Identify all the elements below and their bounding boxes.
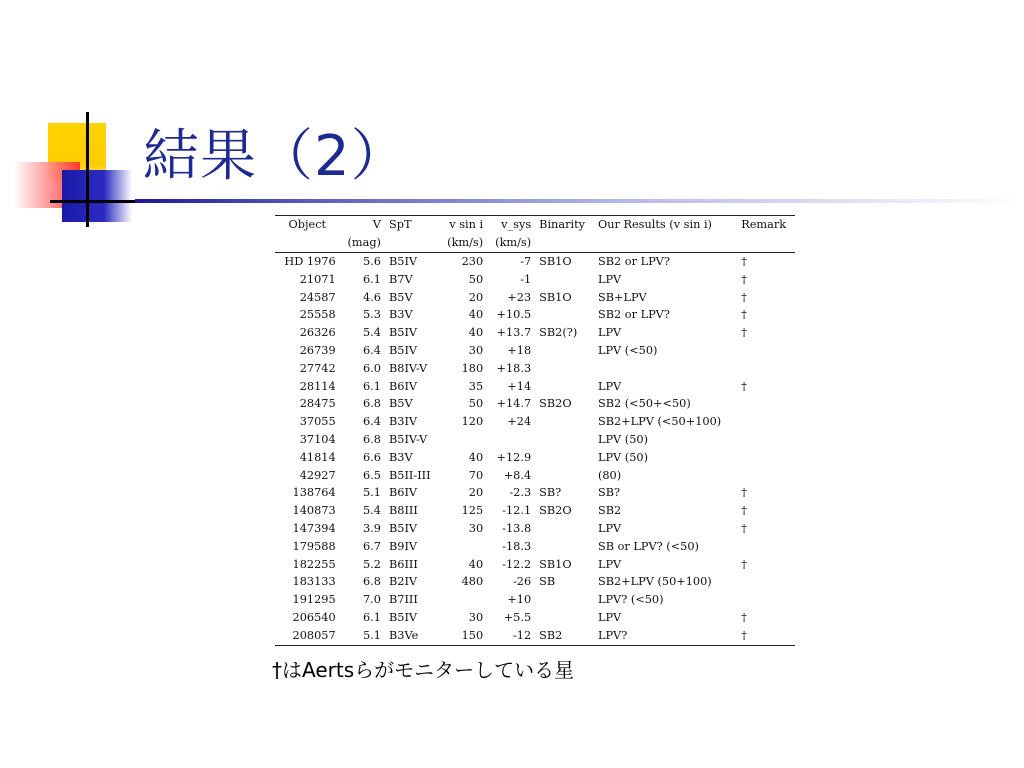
cell-our-results: LPV? (594, 627, 737, 645)
cell-vsys: -12 (487, 627, 535, 645)
header-remark: Remark (737, 216, 795, 235)
cell-vsys: +5.5 (503, 610, 532, 624)
cell-binarity: SB1O (539, 557, 572, 571)
table-row (275, 271, 795, 289)
table-row (275, 431, 795, 449)
header-object: Object (275, 216, 340, 235)
units-vsini: (km/s) (439, 234, 487, 253)
cell-v-mag: 6.4 (363, 343, 381, 357)
cell-vsys: +14 (507, 379, 532, 393)
cell-binarity (535, 378, 594, 396)
cell-our-results: SB2 (597, 504, 622, 518)
cell-remark: † (741, 610, 747, 624)
cell-v-mag: 3.9 (363, 521, 381, 535)
cell-vsys: +14.7 (496, 397, 532, 411)
cell-spectral-type: B8III (388, 504, 418, 518)
cell-spectral-type: B6IV (388, 486, 418, 500)
cell-vsys: -13.8 (502, 521, 532, 535)
cell-binarity (535, 467, 594, 485)
cell-our-results: SB2+LPV (<50+100) (597, 415, 722, 429)
cell-remark: † (741, 290, 747, 304)
cell-vsini: 30 (468, 521, 484, 535)
cell-object: 138764 (292, 486, 336, 500)
cell-binarity (535, 360, 594, 378)
cell-our-results: LPV (597, 557, 622, 571)
cell-our-results: LPV (597, 379, 622, 393)
cell-object: 28475 (299, 397, 336, 411)
cell-object: 21071 (299, 272, 336, 286)
cell-vsini: 150 (439, 627, 487, 645)
cell-remark: † (741, 557, 747, 571)
units-spt (385, 234, 439, 253)
table-row (275, 253, 795, 271)
cell-v-mag: 6.8 (363, 397, 381, 411)
cell-v-mag: 5.4 (363, 326, 381, 340)
cell-v-mag: 5.3 (363, 308, 381, 322)
cell-vsys: +10.5 (496, 308, 532, 322)
units-object (275, 234, 340, 253)
cell-spectral-type: B5IV (388, 343, 418, 357)
table-row (275, 289, 795, 307)
table-body (275, 253, 795, 646)
cell-binarity: SB1O (539, 255, 572, 268)
table-row (275, 342, 795, 360)
cell-remark: † (737, 627, 795, 645)
cell-remark: † (741, 272, 747, 286)
cell-v-mag: 6.4 (363, 415, 381, 429)
cell-our-results: LPV (50) (597, 432, 648, 446)
cell-object: 41814 (299, 450, 336, 464)
table-row (275, 556, 795, 574)
cell-v-mag: 6.0 (363, 361, 381, 375)
cell-remark (737, 360, 795, 378)
cell-binarity: SB1O (539, 290, 572, 304)
cell-object: 182255 (292, 557, 336, 571)
cell-vsys: -12.1 (502, 504, 532, 518)
units-our-results (594, 234, 737, 253)
cell-spectral-type: B6III (388, 557, 418, 571)
cell-object: 42927 (299, 468, 336, 482)
cell-remark (737, 538, 795, 556)
cell-remark (737, 573, 795, 591)
cell-remark: † (741, 379, 747, 393)
cell-vsini: 40 (468, 326, 484, 340)
cell-spectral-type: B5IV (388, 326, 418, 340)
cell-v-mag: 5.1 (340, 627, 385, 645)
cell-vsini (439, 538, 487, 556)
cell-vsys: -1 (520, 272, 532, 286)
cell-spectral-type: B5IV-V (388, 432, 428, 446)
cell-vsini: 50 (468, 397, 484, 411)
cell-object: 208057 (275, 627, 340, 645)
cell-remark (737, 413, 795, 431)
table-row (275, 627, 795, 645)
cell-spectral-type: B7III (388, 593, 418, 607)
units-binarity (535, 234, 594, 253)
cell-our-results: (80) (597, 468, 622, 482)
cell-v-mag: 5.4 (363, 504, 381, 518)
cell-object: 25558 (299, 308, 336, 322)
cell-remark (737, 431, 795, 449)
cell-remark (737, 342, 795, 360)
cell-binarity: SB2O (539, 504, 572, 518)
cell-v-mag: 7.0 (363, 593, 381, 607)
table-row (275, 306, 795, 324)
header-binarity: Binarity (535, 216, 594, 235)
cell-spectral-type: B5IV (388, 521, 418, 535)
cell-object: 28114 (299, 379, 336, 393)
cell-spectral-type: B9IV (388, 539, 418, 553)
cell-vsini: 120 (461, 415, 484, 429)
cell-spectral-type: B3IV (388, 415, 418, 429)
cell-our-results: LPV (597, 521, 622, 535)
cell-binarity: SB2(?) (539, 326, 578, 340)
cell-vsini: 125 (461, 504, 484, 518)
cell-binarity (535, 306, 594, 324)
cell-our-results: SB2 or LPV? (597, 255, 670, 268)
cell-vsys: +18 (507, 343, 532, 357)
cell-spectral-type: B3Ve (385, 627, 439, 645)
header-vsini: v sin i (439, 216, 487, 235)
cell-our-results: SB+LPV (597, 290, 647, 304)
decor-vertical-line (86, 112, 89, 227)
cell-binarity (535, 342, 594, 360)
cell-object: 27742 (299, 361, 336, 375)
cell-binarity: SB2 (535, 627, 594, 645)
cell-vsini: 50 (468, 272, 484, 286)
cell-vsini: 40 (468, 308, 484, 322)
cell-spectral-type: B2IV (388, 575, 418, 589)
cell-our-results: LPV (597, 326, 622, 340)
cell-our-results: LPV (50) (597, 450, 648, 464)
cell-binarity (535, 609, 594, 627)
slide-title: 結果（2） (143, 124, 408, 189)
table-row (275, 395, 795, 413)
cell-vsys: +23 (507, 290, 532, 304)
table-row (275, 591, 795, 609)
header-spt: SpT (385, 216, 439, 235)
cell-spectral-type: B7V (388, 272, 413, 286)
cell-spectral-type: B5V (388, 290, 413, 304)
cell-our-results: SB2 or LPV? (597, 308, 670, 322)
cell-v-mag: 6.1 (363, 379, 381, 393)
cell-binarity: SB (539, 575, 556, 589)
table-row (275, 449, 795, 467)
cell-vsys: -12.2 (502, 557, 532, 571)
cell-v-mag: 6.7 (363, 539, 381, 553)
cell-v-mag: 5.1 (363, 486, 381, 500)
cell-vsys: +8.4 (503, 468, 532, 482)
units-remark (737, 234, 795, 253)
cell-object: HD 1976 (284, 255, 336, 268)
header-our-results: Our Results (v sin i) (594, 216, 737, 235)
cell-object: 26739 (299, 343, 336, 357)
table-row (275, 538, 795, 556)
cell-our-results: SB or LPV? (<50) (597, 539, 699, 553)
table-row (275, 378, 795, 396)
table-row (275, 573, 795, 591)
cell-object: 26326 (299, 326, 336, 340)
cell-spectral-type: B5IV (388, 255, 418, 268)
cell-vsys: +10 (507, 593, 532, 607)
cell-v-mag: 6.1 (363, 610, 381, 624)
cell-spectral-type: B5IV (388, 610, 418, 624)
cell-remark: † (741, 308, 747, 322)
cell-spectral-type: B5II-III (388, 468, 431, 482)
cell-v-mag: 6.5 (363, 468, 381, 482)
cell-v-mag: 6.8 (363, 575, 381, 589)
cell-binarity (535, 449, 594, 467)
cell-our-results: LPV (597, 272, 622, 286)
units-v: (mag) (340, 234, 385, 253)
cell-remark: † (741, 486, 747, 500)
cell-vsini (439, 591, 487, 609)
cell-remark: † (741, 326, 747, 340)
cell-object: 191295 (292, 593, 336, 607)
cell-binarity (535, 538, 594, 556)
cell-our-results: SB2 (<50+<50) (597, 397, 691, 411)
cell-remark (737, 449, 795, 467)
cell-spectral-type: B3V (388, 450, 413, 464)
decor-horizontal-line (50, 200, 140, 203)
cell-remark (737, 591, 795, 609)
title-underline (135, 199, 1024, 203)
cell-v-mag: 5.2 (363, 557, 381, 571)
cell-remark: † (741, 255, 747, 268)
cell-object: 37104 (299, 432, 336, 446)
cell-object: 183133 (292, 575, 336, 589)
cell-our-results: SB2+LPV (50+100) (597, 575, 712, 589)
table-row (275, 360, 795, 378)
cell-object: 140873 (292, 504, 336, 518)
cell-v-mag: 4.6 (363, 290, 381, 304)
cell-vsini: 70 (468, 468, 484, 482)
cell-spectral-type: B5V (388, 397, 413, 411)
table-row (275, 467, 795, 485)
decor-blue-square (62, 170, 132, 222)
results-table (275, 215, 795, 646)
cell-v-mag: 5.6 (363, 255, 381, 268)
cell-vsys: -26 (512, 575, 532, 589)
header-vsys: v_sys (487, 216, 535, 235)
table-row (275, 413, 795, 431)
cell-binarity (535, 591, 594, 609)
cell-vsini: 30 (468, 610, 484, 624)
table-row (275, 484, 795, 502)
cell-object: 147394 (292, 521, 336, 535)
table-header-row (275, 216, 795, 235)
cell-v-mag: 6.8 (363, 432, 381, 446)
cell-our-results: LPV? (<50) (597, 593, 664, 607)
cell-vsys: -2.3 (509, 486, 532, 500)
cell-spectral-type: B6IV (388, 379, 418, 393)
cell-remark (737, 395, 795, 413)
cell-spectral-type: B3V (388, 308, 413, 322)
cell-vsys: +12.9 (496, 450, 532, 464)
footnote: †はAertsらがモニターしている星 (272, 658, 575, 682)
cell-remark: † (741, 504, 747, 518)
cell-remark: † (741, 521, 747, 535)
cell-our-results: LPV (597, 610, 622, 624)
cell-object: 24587 (299, 290, 336, 304)
cell-binarity: SB? (539, 486, 562, 500)
cell-binarity (535, 431, 594, 449)
cell-remark (737, 467, 795, 485)
cell-vsys (487, 431, 535, 449)
cell-vsini: 20 (468, 290, 484, 304)
cell-vsini: 40 (468, 557, 484, 571)
cell-vsini: 180 (461, 361, 484, 375)
cell-vsini: 40 (468, 450, 484, 464)
table-row (275, 502, 795, 520)
table-row (275, 520, 795, 538)
cell-vsys: +13.7 (496, 326, 532, 340)
cell-object: 37055 (299, 415, 336, 429)
cell-spectral-type: B8IV-V (388, 361, 428, 375)
cell-v-mag: 6.1 (363, 272, 381, 286)
cell-vsini: 230 (461, 255, 484, 268)
cell-our-results (594, 360, 737, 378)
table-row (275, 609, 795, 627)
cell-binarity (535, 413, 594, 431)
cell-vsys: -7 (520, 255, 532, 268)
header-v: V (340, 216, 385, 235)
cell-vsys: +24 (507, 415, 532, 429)
cell-vsini: 480 (461, 575, 484, 589)
table-row (275, 324, 795, 342)
units-vsys: (km/s) (487, 234, 535, 253)
cell-our-results: SB? (597, 486, 621, 500)
cell-binarity: SB2O (539, 397, 572, 411)
cell-object: 179588 (292, 539, 336, 553)
cell-vsini: 30 (468, 343, 484, 357)
cell-binarity (535, 520, 594, 538)
cell-object: 206540 (292, 610, 336, 624)
cell-our-results: LPV (<50) (597, 343, 658, 357)
cell-v-mag: 6.6 (363, 450, 381, 464)
table-units-row (275, 234, 795, 253)
cell-vsys: +18.3 (496, 361, 532, 375)
cell-vsys: -18.3 (502, 539, 532, 553)
cell-binarity (535, 271, 594, 289)
cell-vsini (439, 431, 487, 449)
cell-vsini: 20 (468, 486, 484, 500)
cell-vsini: 35 (468, 379, 484, 393)
